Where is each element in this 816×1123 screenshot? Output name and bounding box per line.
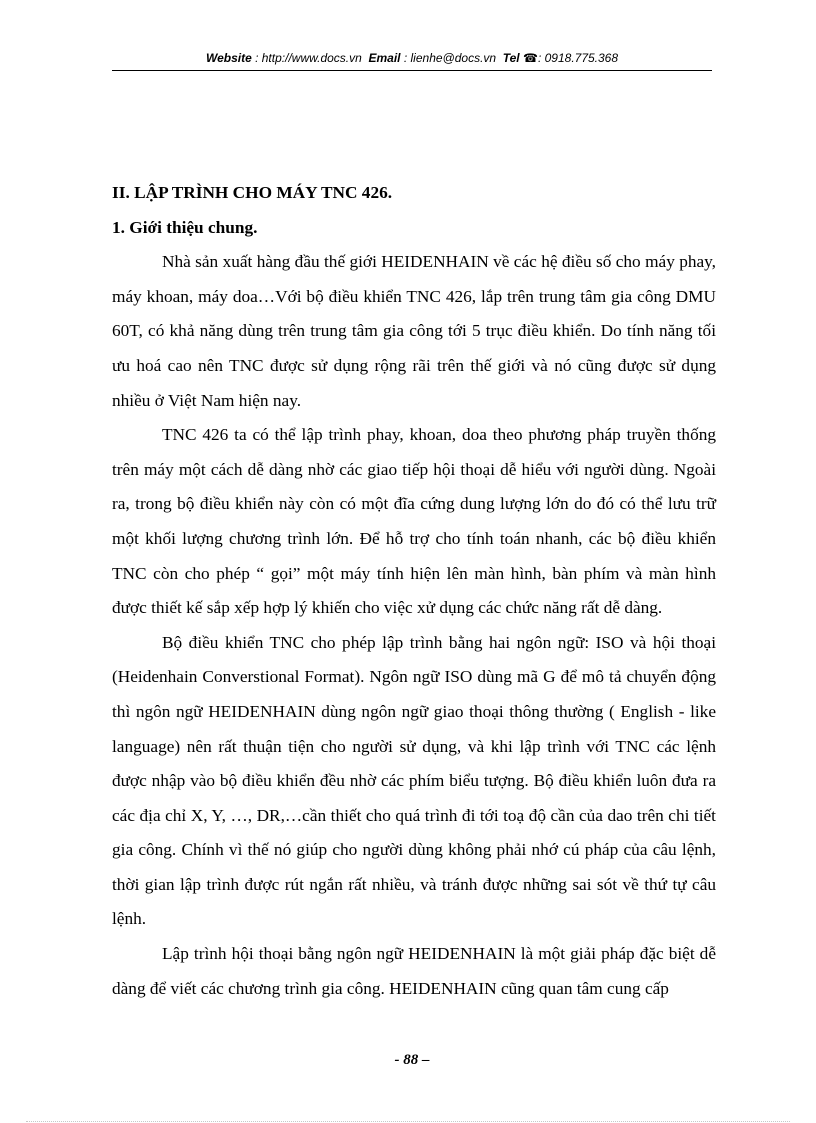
phone-icon: ☎ (523, 51, 538, 65)
header-rule (112, 70, 712, 71)
page-header (112, 51, 712, 65)
paragraph-4: Lập trình hội thoại bằng ngôn ngữ HEIDENHAIN là một giải pháp đặc biệt dễ dàng để viết các chương trình gia công. HEIDENHAIN cũng quan tâm cung cấp (112, 944, 716, 998)
section-title: II. LẬP TRÌNH CHO MÁY TNC 426. (112, 183, 393, 202)
paragraph-2: TNC 426 ta có thể lập trình phay, khoan, doa theo phương pháp truyền thống trên máy một cách dễ dàng nhờ các giao tiếp hội thoại dễ hiểu với người dùng. Ngoài ra, trong bộ điều khiển này còn có một đĩa cứng dung lượng lớn do đó có thể lưu trữ một khối lượng chương trình lớn. Để hỗ trợ cho tính toán nhanh, các bộ điều khiển TNC còn cho phép “ gọi” một máy tính hiện lên màn hình, bàn phím và màn hình được thiết kế sắp xếp hợp lý khiến cho việc xử dụng các chức năng rất dễ dàng. (112, 425, 716, 618)
paragraph-3: Bộ điều khiển TNC cho phép lập trình bằng hai ngôn ngữ: ISO và hội thoại (Heidenhain Converstional Format). Ngôn ngữ ISO dùng mã G để mô tả chuyển động thì ngôn ngữ HEIDENHAIN dùng ngôn ngữ giao thoại thông thường ( English - like language) nên rất thuận tiện cho người sử dụng, và khi lập trình với TNC các lệnh được nhập vào bộ điều khiển đều nhờ các phím biểu tượng. Bộ điều khiển luôn đưa ra các địa chỉ X, Y, …, DR,…cần thiết cho quá trình đi tới toạ độ cần của dao trên chi tiết gia công. Chính vì thế nó giúp cho người dùng không phải nhớ cú pháp của câu lệnh, thời gian lập trình được rút ngắn rất nhiều, và tránh được những sai sót về thứ tự câu lệnh. (112, 632, 716, 929)
website-label: Website (205, 51, 252, 65)
page-bottom-divider (26, 1121, 790, 1122)
page-number: - 88 – (394, 1052, 430, 1068)
subsection-title: 1. Giới thiệu chung. (112, 217, 258, 237)
tel-label: Tel (502, 51, 520, 65)
email-value: : lienhe@docs.vn (403, 51, 497, 65)
paragraph-1: Nhà sản xuất hàng đầu thế giới HEIDENHAIN về các hệ điều số cho máy phay, máy khoan, máy doa…Với bộ điều khiển TNC 426, lắp trên trung tâm gia công DMU 60T, có khả năng dùng trên trung tâm gia công tới 5 trục điều khiển. Do tính năng tối ưu hoá cao nên TNC được sử dụng rộng rãi trên thế giới và nó cũng được sử dụng nhiều ở Việt Nam hiện nay. (112, 252, 716, 410)
tel-value: : 0918.775.368 (537, 51, 619, 65)
page-body (112, 176, 716, 1006)
website-value: : http://www.docs.vn (255, 51, 362, 65)
email-label: Email (368, 51, 401, 65)
